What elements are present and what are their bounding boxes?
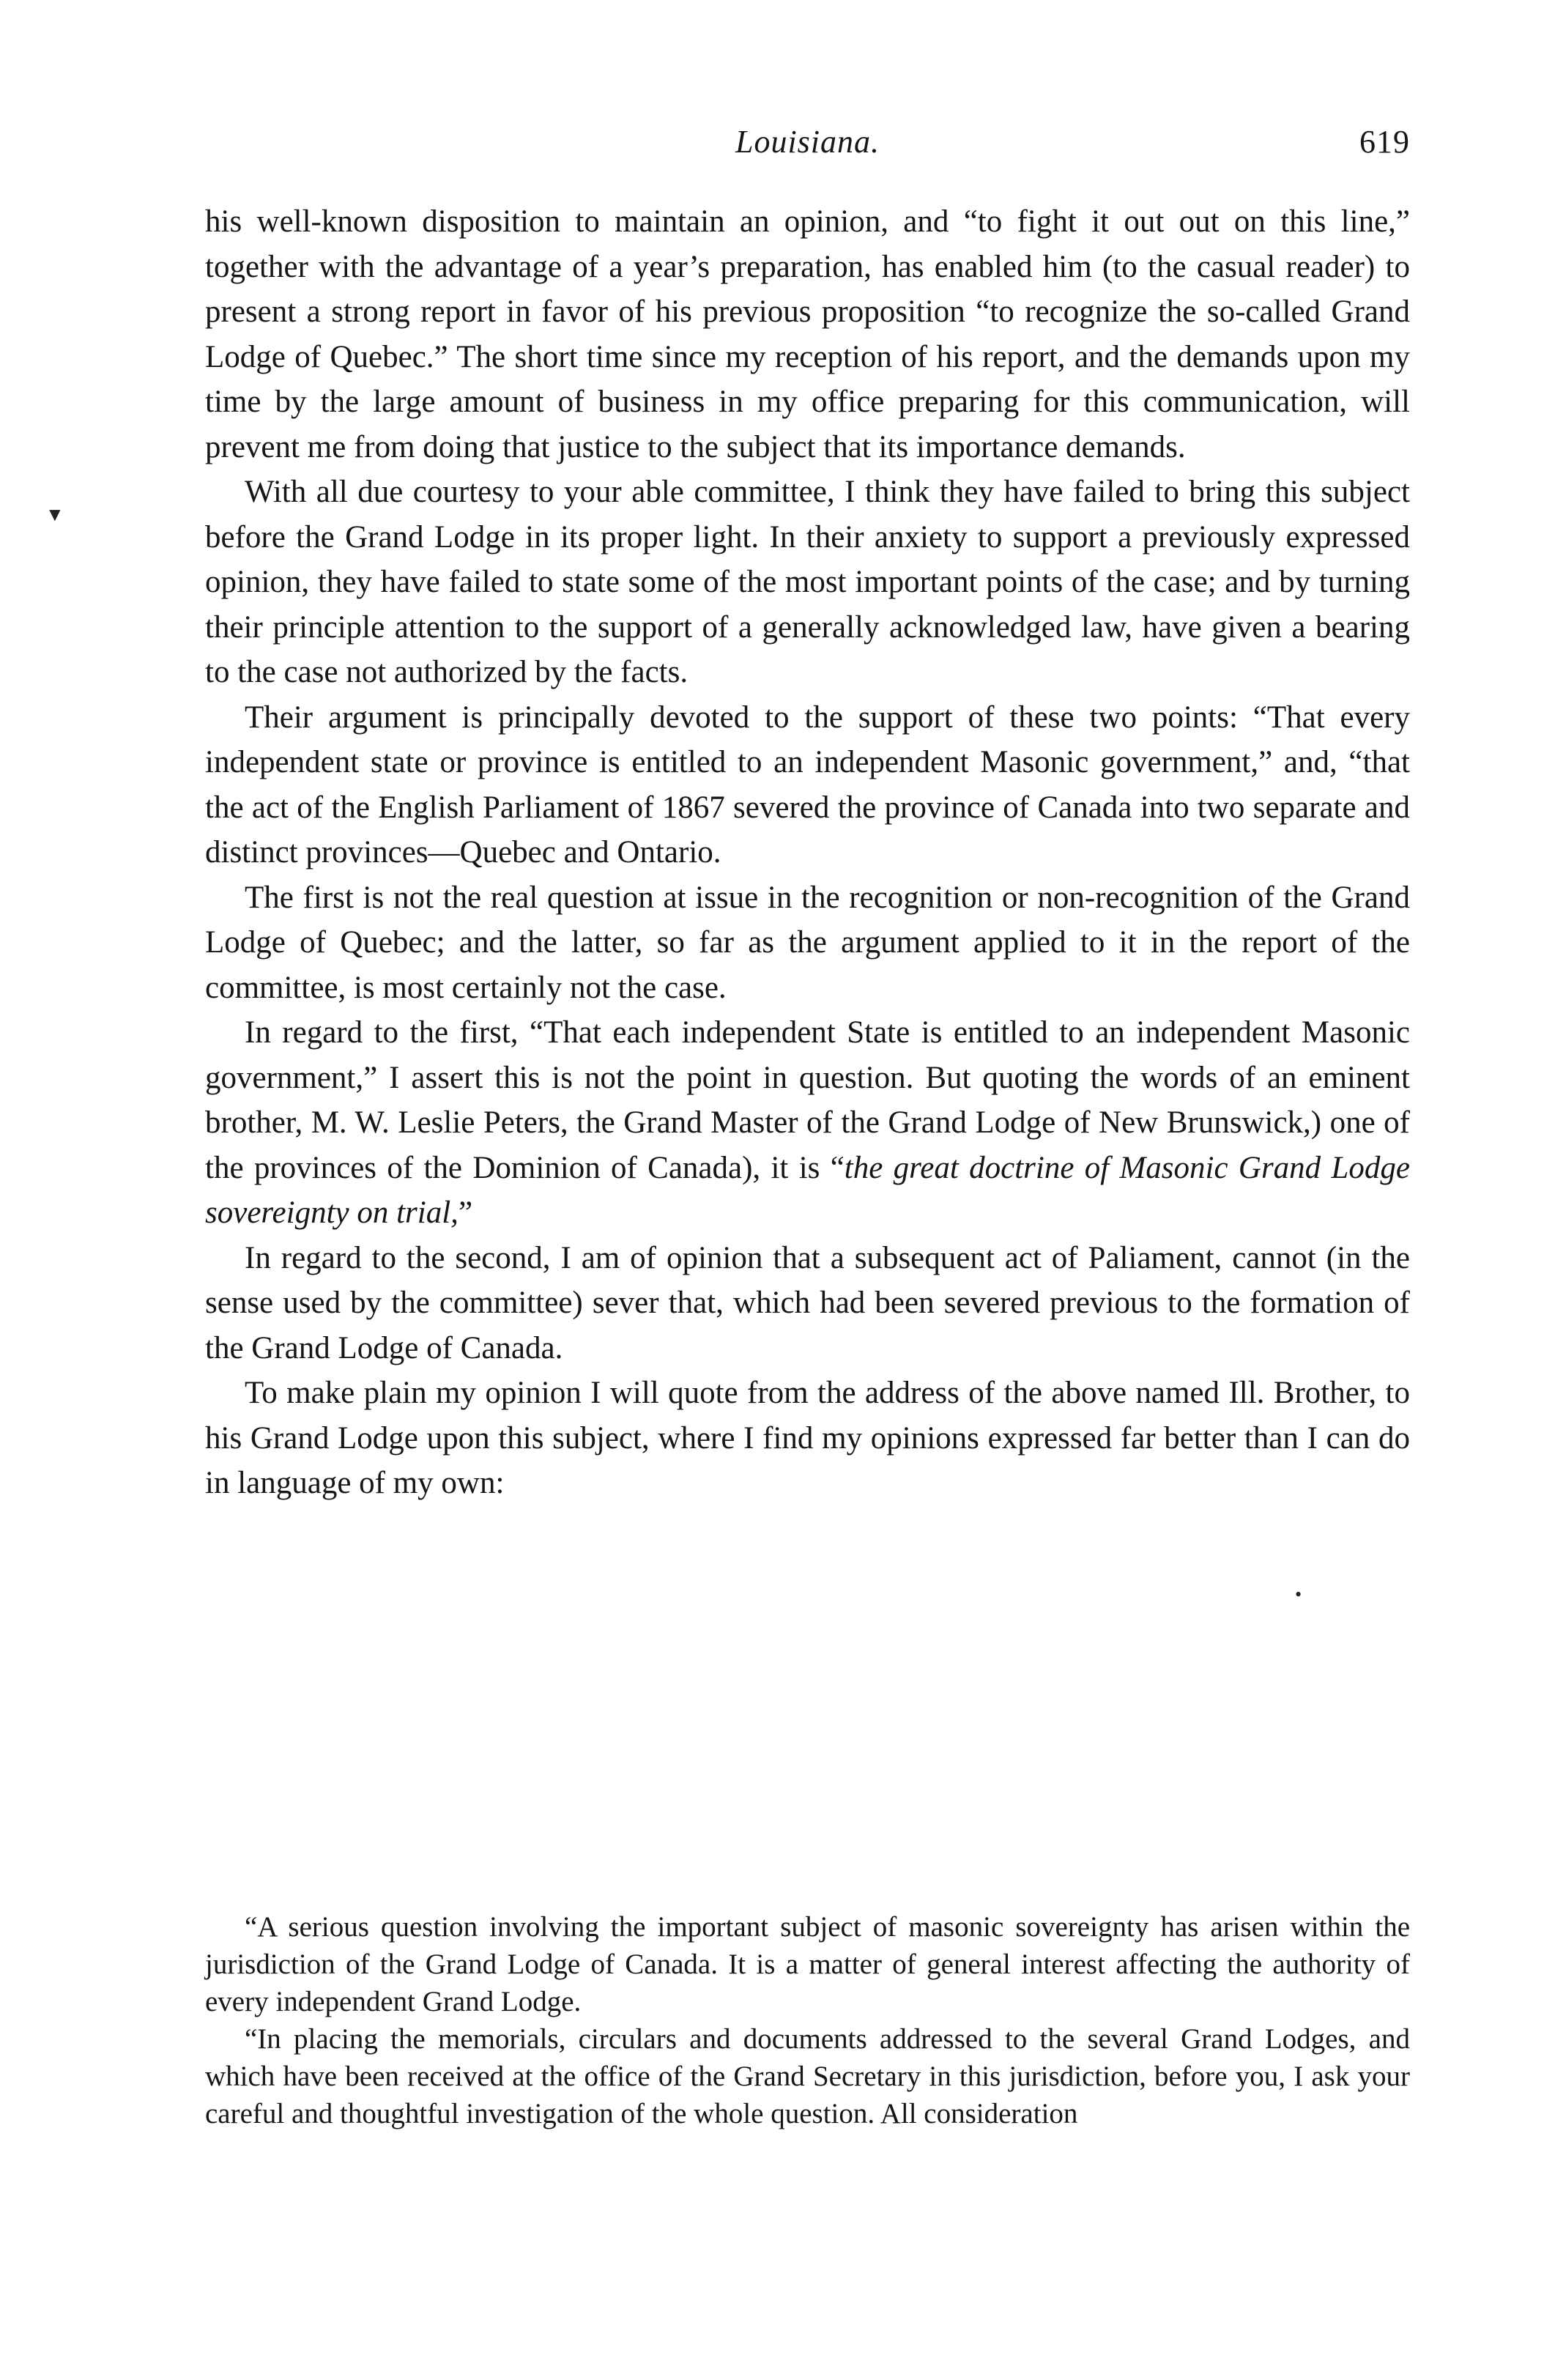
paragraph: In regard to the second, I am of opinion that a subsequent act of Paliament, cannot (in the sense used by the committee) sever that, which had been severed previous to the formation of the Grand Lodge of Canada. [205, 1240, 1410, 1365]
paragraph: With all due courtesy to your able committee, I think they have failed to bring this subject before the Grand Lodge in its proper light. In their anxiety to support a previously expressed opinion, they have failed to state some of the most important points of the case; and by turning their principle attention to the support of a generally acknowledged law, have given a bearing to the case not authorized by the facts. [205, 475, 1410, 689]
page-number: 619 [1359, 124, 1410, 160]
paragraph-text: In regard to the first, “That each independent State is entitled to an independent Masonic government,” I assert this is not the point in question. But quoting the words of an eminent brother, M. W. Leslie Peters, the Grand Master of the Grand Lodge of New Brunswick,) one of the provinces of the Dominion of Canada), it is “ [205, 1015, 1410, 1185]
italic-phrase: the great doctrine of Masonic Grand Lodge sovereignty on trial, [205, 1150, 1410, 1230]
running-head [205, 123, 1410, 167]
block-quote [205, 1908, 1410, 2132]
paragraph: To make plain my opinion I will quote from the address of the above named Ill. Brother, to his Grand Lodge upon this subject, where I find my opinions expressed far better than I can do in language of my own: [205, 1376, 1410, 1500]
quote-paragraph: “A serious question involving the important subject of masonic sovereignty has arisen within the jurisdiction of the Grand Lodge of Canada. It is a matter of general interest affecting the authority of every independent Grand Lodge. [205, 1911, 1410, 2017]
quote-paragraph: “In placing the memorials, circulars and documents addressed to the several Grand Lodges, and which have been received at the office of the Grand Secretary in this jurisdiction, before you, I ask your careful and thoughtful investigation of the whole question. All consideration [205, 2023, 1410, 2129]
paragraph: his well-known disposition to maintain an opinion, and “to fight it out out on this line,” together with the advantage of a year’s preparation, has enabled him (to the casual reader) to present a strong report in favor of his previous proposition “to recognize the so-called Grand Lodge of Quebec.” The short time since my reception of his report, and the demands upon my time by the large amount of business in my office preparing for this communication, will prevent me from doing that justice to the subject that its importance demands. [205, 204, 1410, 464]
margin-mark: • [1295, 1584, 1302, 1605]
running-title: Louisiana. [735, 124, 880, 160]
closing-quote: ” [458, 1195, 473, 1230]
paragraph [205, 1010, 1410, 1236]
paragraph: The first is not the real question at issue in the recognition or non-recognition of the Grand Lodge of Quebec; and the latter, so far as the argument applied to it in the report of the committee, is most certainly not the case. [205, 880, 1410, 1005]
margin-mark: ▼ [45, 504, 64, 525]
body-text [205, 199, 1410, 1506]
paragraph: Their argument is principally devoted to the support of these two points: “That every independent state or province is entitled to an independent Masonic government,” and, “that the act of the English Parliament of 1867 severed the province of Canada into two separate and distinct provinces—Quebec and Ontario. [205, 700, 1410, 870]
